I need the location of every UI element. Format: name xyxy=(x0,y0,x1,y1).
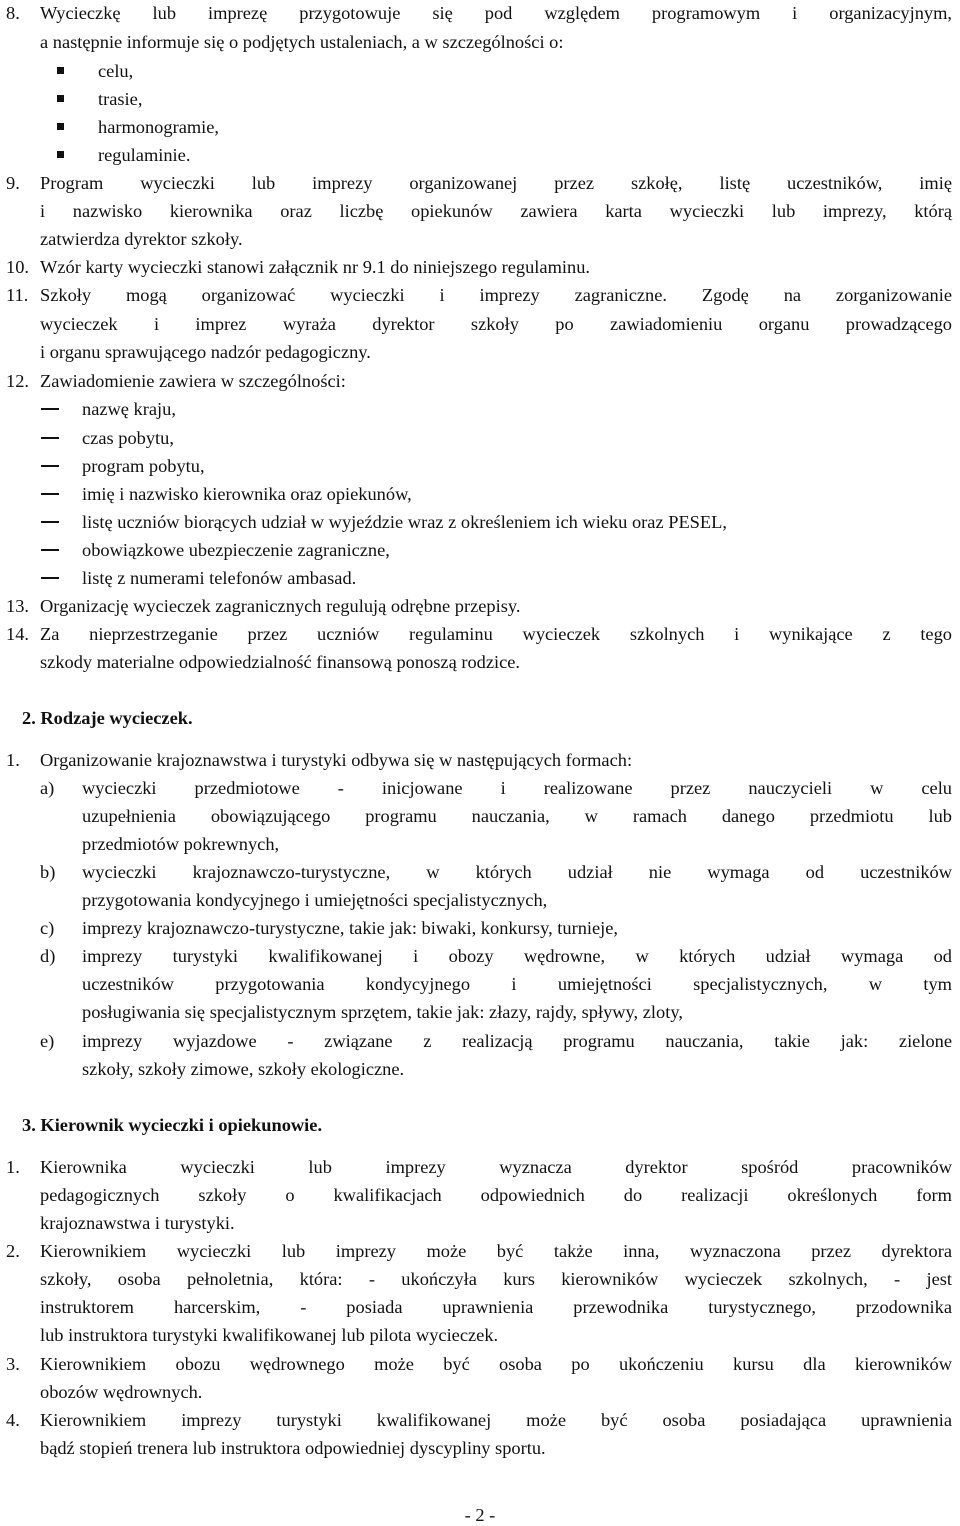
item-11-text-line: wycieczek i imprez wyraża dyrektor szkoły po zawiadomieniu organu prowadzącego xyxy=(40,314,952,334)
section-3-item-text-line: Kierownikiem wycieczki lub imprezy może być także inna, wyznaczona przez dyrektora xyxy=(40,1241,952,1261)
section-3-item-text-line: Kierownikiem obozu wędrownego może być osoba po ukończeniu kursu dla kierowników xyxy=(40,1354,952,1374)
item-11-text-line: Szkoły mogą organizować wycieczki i imprezy zagraniczne. Zgodę na zorganizowanie xyxy=(40,285,952,305)
dash-bullet-icon xyxy=(41,493,59,495)
item-8-number: 8. xyxy=(6,3,20,23)
subitem-text-line: imprezy turystyki kwalifikowanej i obozy wędrowne, w których udział wymaga od xyxy=(82,946,952,966)
section-3-item-text-line: pedagogicznych szkoły o kwalifikacjach odpowiednich do realizacji określonych form xyxy=(40,1185,952,1205)
subitem-letter: c) xyxy=(40,918,55,938)
section-3-item-number: 1. xyxy=(6,1157,20,1177)
section-3-item-text-line: instruktorem harcerskim, - posiada uprawnienia przewodnika turystycznego, przodownika xyxy=(40,1297,952,1317)
bullet-item: celu, xyxy=(98,61,134,81)
section-3-item-number: 4. xyxy=(6,1410,20,1430)
item-13-text-line: Organizację wycieczek zagranicznych regulują odrębne przepisy. xyxy=(40,596,521,616)
bullet-item: regulaminie. xyxy=(98,145,191,165)
section-3-item-number: 2. xyxy=(6,1241,20,1261)
subitem-text-line: imprezy krajoznawczo-turystyczne, takie jak: biwaki, konkursy, turnieje, xyxy=(82,918,619,938)
item-9-text-line: i nazwisko kierownika oraz liczbę opiekunów zawiera karta wycieczki lub imprezy, którą xyxy=(40,201,952,221)
subitem-text-line: uczestników przygotowania kondycyjnego i umiejętności specjalistycznych, w tym xyxy=(82,974,952,994)
dash-item: listę z numerami telefonów ambasad. xyxy=(82,568,357,588)
section-3-item-text-line: obozów wędrownych. xyxy=(40,1382,203,1402)
item-10-number: 10. xyxy=(6,257,29,277)
section-3-item-text-line: krajoznawstwa i turystyki. xyxy=(40,1213,235,1233)
dash-item: program pobytu, xyxy=(82,456,205,476)
subitem-letter: d) xyxy=(40,946,56,966)
item-9-number: 9. xyxy=(6,173,20,193)
subitem-text-line: wycieczki krajoznawczo-turystyczne, w których udział nie wymaga od uczestników xyxy=(82,862,952,882)
dash-item: czas pobytu, xyxy=(82,428,174,448)
subitem-text-line: imprezy wyjazdowe - związane z realizacją programu nauczania, takie jak: zielone xyxy=(82,1031,952,1051)
section-3-heading: 3. Kierownik wycieczki i opiekunowie. xyxy=(22,1115,323,1135)
subitem-letter: e) xyxy=(40,1031,55,1051)
section-3-item-text-line: bądź stopień trenera lub instruktora odpowiedniej dyscypliny sportu. xyxy=(40,1438,546,1458)
item-12-number: 12. xyxy=(6,371,29,391)
dash-bullet-icon xyxy=(41,437,59,439)
item-14-text-line: szkody materialne odpowiedzialność finansową ponoszą rodzice. xyxy=(40,652,521,672)
dash-bullet-icon xyxy=(41,408,59,410)
item-13-number: 13. xyxy=(6,596,29,616)
section-3-item-number: 3. xyxy=(6,1354,20,1374)
item-8-text-line: a następnie informuje się o podjętych ustaleniach, a w szczególności o: xyxy=(40,32,564,52)
square-bullet-icon xyxy=(57,123,64,130)
item-11-text-line: i organu sprawującego nadzór pedagogiczny. xyxy=(40,342,371,362)
section-2-item-1-number: 1. xyxy=(6,750,20,770)
section-3-item-text-line: Kierownikiem imprezy turystyki kwalifikowanej może być osoba posiadająca uprawnienia xyxy=(40,1410,952,1430)
item-9-text-line: zatwierdza dyrektor szkoły. xyxy=(40,229,243,249)
section-2-item-1-text-line: Organizowanie krajoznawstwa i turystyki odbywa się w następujących formach: xyxy=(40,750,633,770)
dash-bullet-icon xyxy=(41,549,59,551)
dash-item: obowiązkowe ubezpieczenie zagraniczne, xyxy=(82,540,390,560)
subitem-text-line: szkoły, szkoły zimowe, szkoły ekologiczne. xyxy=(82,1059,405,1079)
dash-bullet-icon xyxy=(41,577,59,579)
dash-bullet-icon xyxy=(41,521,59,523)
dash-bullet-icon xyxy=(41,465,59,467)
square-bullet-icon xyxy=(57,67,64,74)
subitem-text-line: przedmiotów pokrewnych, xyxy=(82,834,280,854)
page-number: - 2 - xyxy=(464,1505,496,1525)
item-14-number: 14. xyxy=(6,624,29,644)
item-10-text-line: Wzór karty wycieczki stanowi załącznik nr 9.1 do niniejszego regulaminu. xyxy=(40,257,590,277)
square-bullet-icon xyxy=(57,95,64,102)
bullet-item: trasie, xyxy=(98,89,143,109)
subitem-letter: a) xyxy=(40,778,55,798)
section-3-item-text-line: lub instruktora turystyki kwalifikowanej lub pilota wycieczek. xyxy=(40,1325,499,1345)
subitem-text-line: przygotowania kondycyjnego i umiejętności specjalistycznych, xyxy=(82,890,548,910)
subitem-text-line: posługiwania się specjalistycznym sprzętem, takie jak: złazy, rajdy, spływy, zloty, xyxy=(82,1002,683,1022)
dash-item: nazwę kraju, xyxy=(82,399,176,419)
section-3-item-text-line: Kierownika wycieczki lub imprezy wyznacza dyrektor spośród pracowników xyxy=(40,1157,952,1177)
item-12-text-line: Zawiadomienie zawiera w szczególności: xyxy=(40,371,346,391)
square-bullet-icon xyxy=(57,151,64,158)
item-9-text-line: Program wycieczki lub imprezy organizowanej przez szkołę, listę uczestników, imię xyxy=(40,173,952,193)
subitem-text-line: wycieczki przedmiotowe - inicjowane i realizowane przez nauczycieli w celu xyxy=(82,778,952,798)
section-2-heading: 2. Rodzaje wycieczek. xyxy=(22,708,193,728)
dash-item: listę uczniów biorących udział w wyjeździe wraz z określeniem ich wieku oraz PESEL, xyxy=(82,512,727,532)
item-11-number: 11. xyxy=(6,285,29,305)
subitem-letter: b) xyxy=(40,862,56,882)
item-14-text-line: Za nieprzestrzeganie przez uczniów regulaminu wycieczek szkolnych i wynikające z tego xyxy=(40,624,952,644)
dash-item: imię i nazwisko kierownika oraz opiekunów, xyxy=(82,484,412,504)
item-8-text-line: Wycieczkę lub imprezę przygotowuje się pod względem programowym i organizacyjnym, xyxy=(40,3,952,23)
subitem-text-line: uzupełnienia obowiązującego programu nauczania, w ramach danego przedmiotu lub xyxy=(82,806,952,826)
section-3-item-text-line: szkoły, osoba pełnoletnia, która: - ukończyła kurs kierowników wycieczek szkolnych, - jest xyxy=(40,1269,952,1289)
bullet-item: harmonogramie, xyxy=(98,117,220,137)
